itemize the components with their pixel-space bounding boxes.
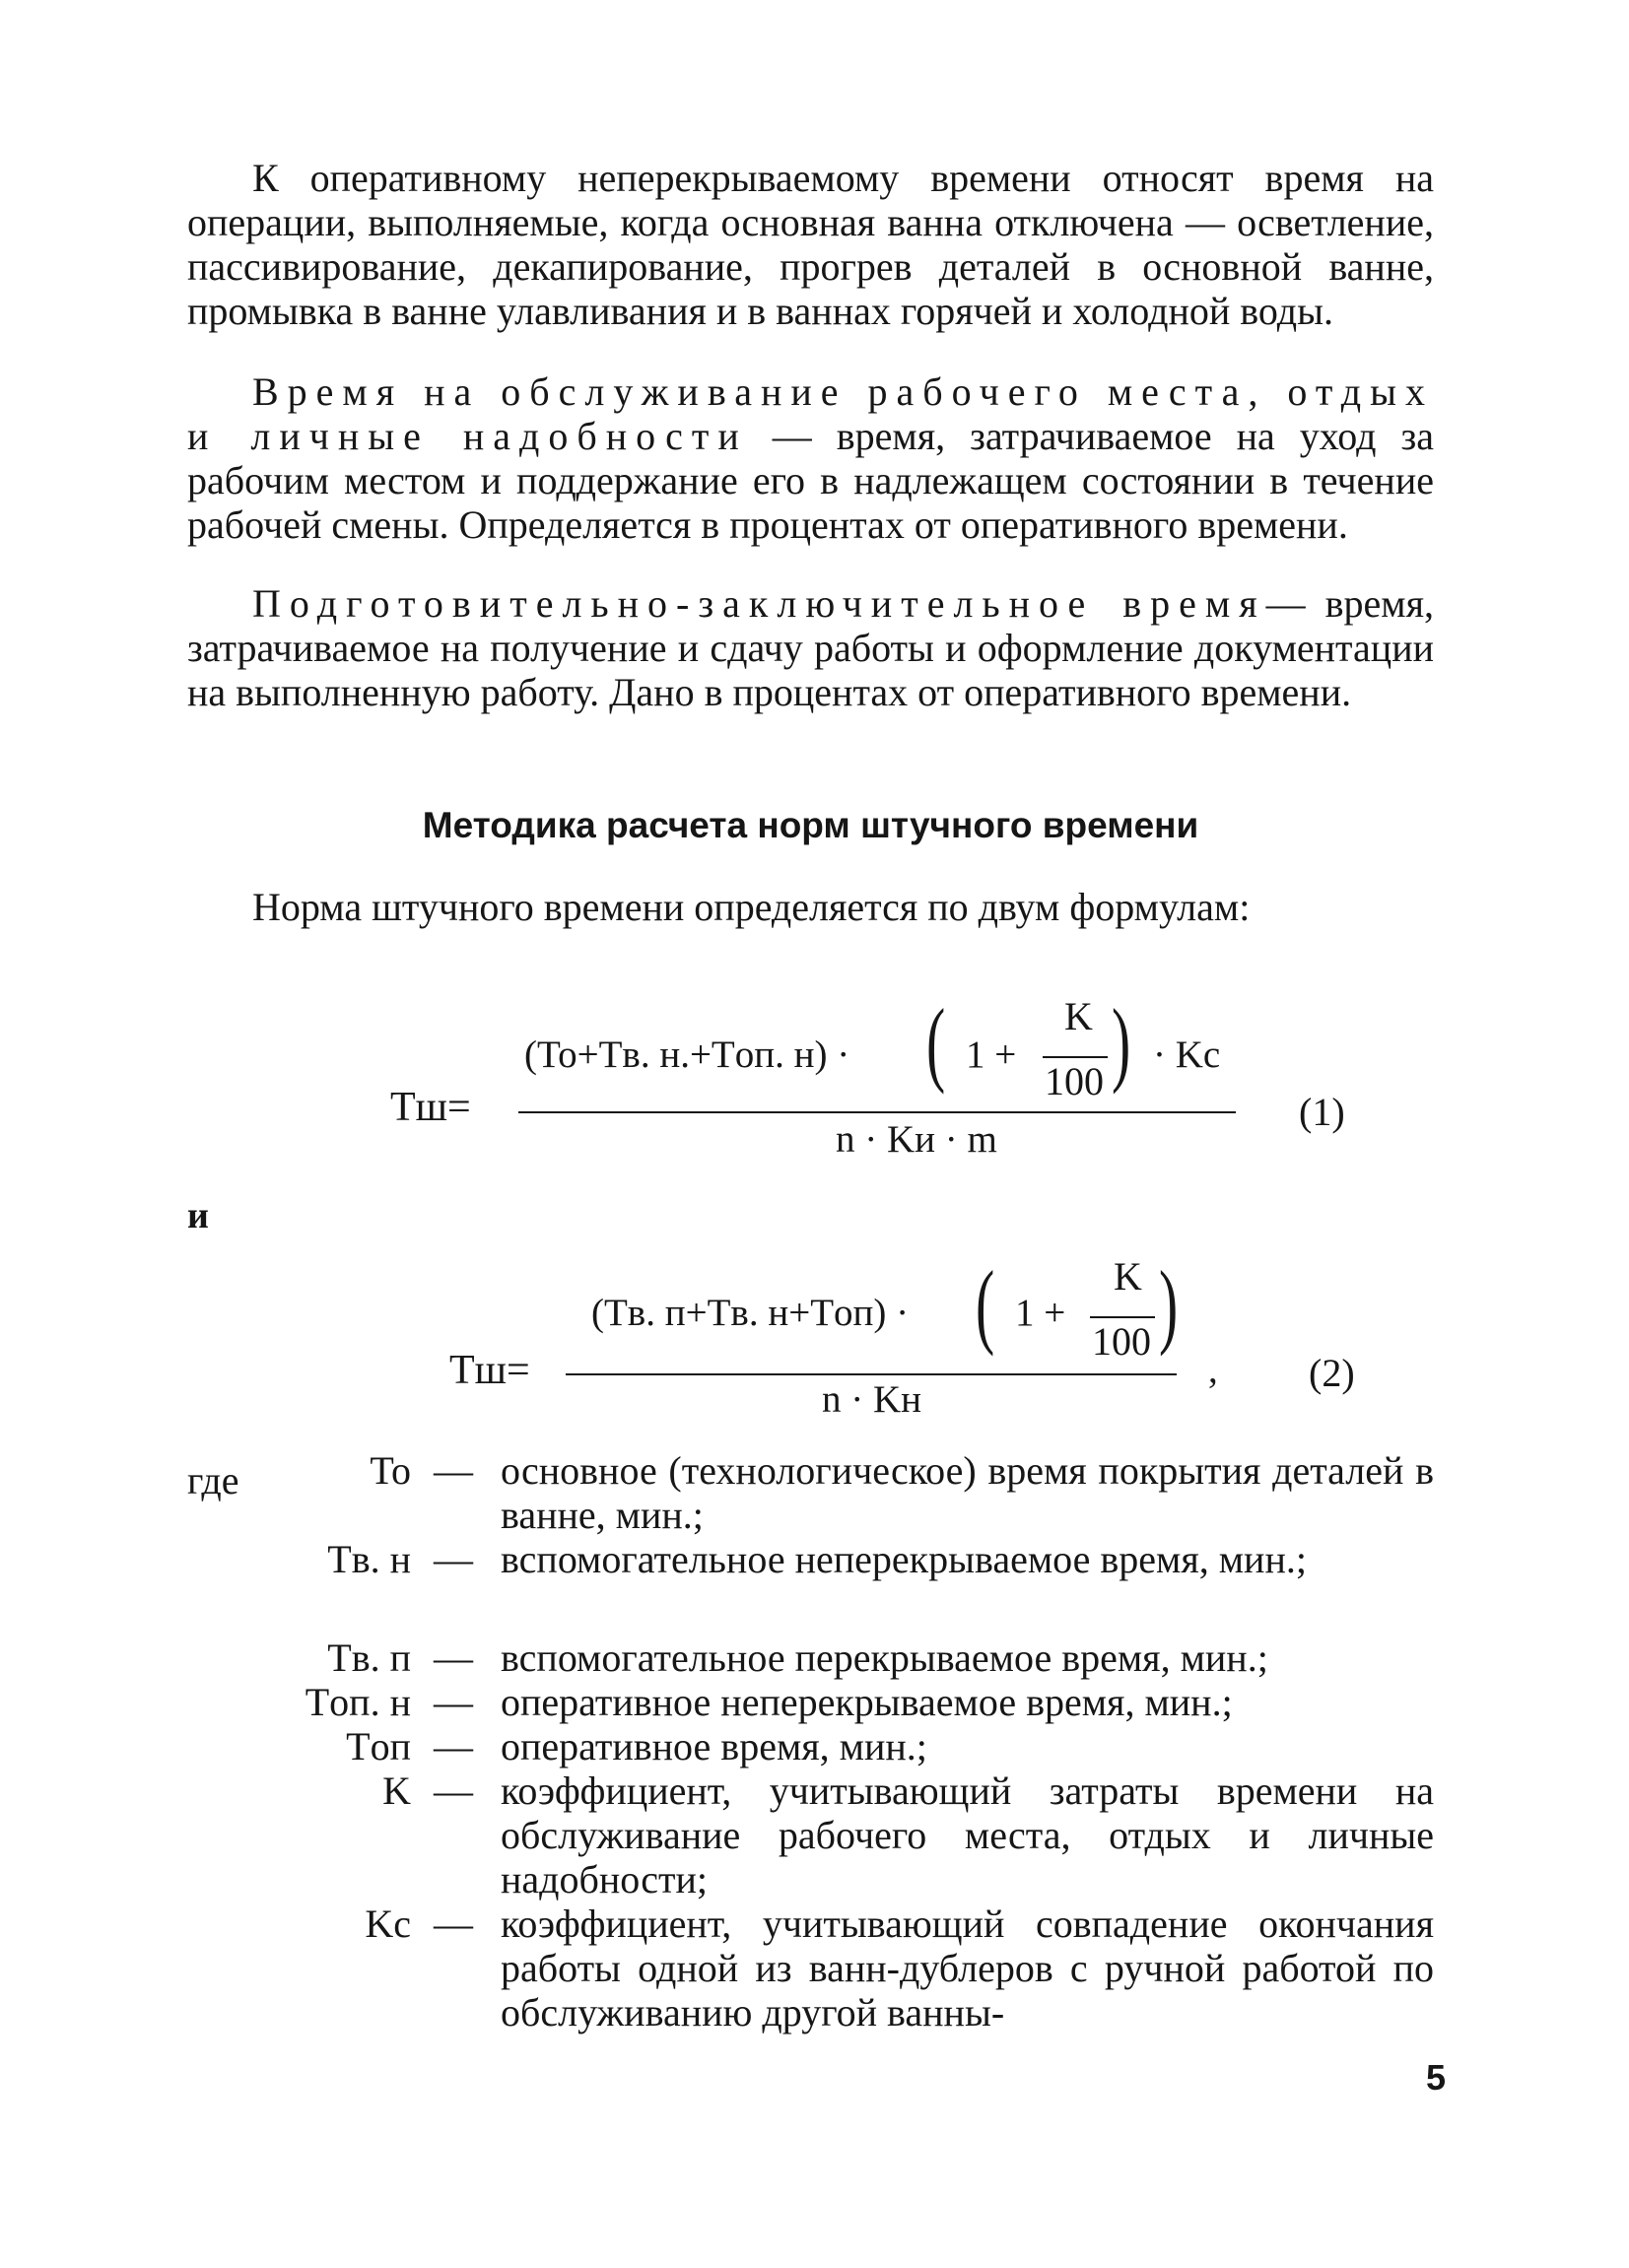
- formula-2-right-paren: ): [1159, 1251, 1179, 1357]
- formula-1-denominator: n · Kи · m: [836, 1118, 997, 1161]
- formula-2-one-plus: 1 +: [1015, 1292, 1066, 1334]
- definition-text: коэффициент, учитывающий затраты времени на обслуживание рабочего места, отдых и личные надобности;: [501, 1768, 1434, 1901]
- formula-1-left-paren: (: [926, 989, 946, 1095]
- paragraph-1: К оперативному неперекрываемому времени относят время на операции, выполняемые, когда основная ванна отключена — осветление, пассивирование, декапирование, прогрев деталей в основной ванне, промывка в ванне улавливания и в ваннах горячей и холодной воды.: [187, 156, 1434, 333]
- formula-2-left-paren: (: [976, 1251, 995, 1357]
- definition-text: оперативное время, мин.;: [501, 1724, 927, 1768]
- definition-symbol: Tв. н: [327, 1537, 411, 1581]
- definition-text: основное (технологическое) время покрытия деталей в ванне, мин.;: [501, 1448, 1434, 1537]
- formula-1-right-paren: ): [1112, 989, 1131, 1095]
- formula-1-numerator: (To+Tв. н.+Tоп. н) ·: [524, 1034, 850, 1076]
- spaced-term: Время на обслуживание рабочего места, отдых и личные надобности: [187, 369, 1434, 458]
- conjunction-and: и: [187, 1195, 209, 1236]
- paragraph-2-text: — время, затрачиваемое на уход за рабочим местом и поддержание его в надлежащем состоянии в течение рабочей смены. Определяется в процентах от оперативного времени.: [187, 414, 1434, 547]
- definition-dash: —: [434, 1448, 473, 1493]
- section-heading: Методика расчета норм штучного времени: [422, 805, 1199, 845]
- definition-text: оперативное неперекрываемое время, мин.;: [501, 1680, 1233, 1724]
- formula-2-numerator: (Tв. п+Tв. н+Tоп) ·: [591, 1292, 910, 1334]
- definition-dash: —: [434, 1901, 473, 1946]
- definition-symbol: Kc: [365, 1901, 411, 1946]
- definition-dash: —: [434, 1680, 473, 1724]
- definition-text: коэффициент, учитывающий совпадение окончания работы одной из ванн-дублеров с ручной работой по обслуживанию другой ванны-: [501, 1901, 1434, 2035]
- formula-2-comma: ,: [1208, 1349, 1218, 1391]
- formula-2-number: (2): [1309, 1351, 1355, 1395]
- definition-dash: —: [434, 1635, 473, 1680]
- formula-1-frac-den: 100: [1045, 1059, 1104, 1103]
- spaced-term: Подготовительно-заключительное время: [252, 581, 1266, 626]
- page-number: 5: [1425, 2057, 1446, 2098]
- definition-symbol: Tоп: [346, 1724, 411, 1768]
- formula-1-number: (1): [1299, 1090, 1345, 1134]
- formula-2-lhs: Tш=: [449, 1348, 530, 1393]
- paragraph-4: Норма штучного времени определяется по двум формулам:: [252, 885, 1251, 929]
- formula-1-frac-num: K: [1064, 994, 1093, 1038]
- paragraph-2: [187, 369, 1434, 547]
- formula-1-main-bar: [518, 1111, 1236, 1113]
- formula-1-one-plus: 1 +: [966, 1034, 1017, 1076]
- formula-2-main-bar: [566, 1373, 1177, 1375]
- paragraph-3: [187, 581, 1434, 714]
- definition-text: вспомогательное перекрываемое время, мин.;: [501, 1635, 1268, 1680]
- formula-2-frac-num: K: [1114, 1254, 1142, 1299]
- definition-symbol: Tв. п: [327, 1635, 411, 1680]
- formula-2-denominator: n · Kн: [822, 1378, 922, 1421]
- formula-1-kc: · Kc: [1153, 1034, 1221, 1076]
- definition-symbol: To: [370, 1448, 411, 1493]
- formula-2-frac-den: 100: [1092, 1319, 1151, 1364]
- definition-dash: —: [434, 1724, 473, 1768]
- definition-dash: —: [434, 1537, 473, 1581]
- where-label: где: [187, 1458, 239, 1502]
- formula-1-lhs: Tш=: [390, 1085, 471, 1130]
- definition-dash: —: [434, 1768, 473, 1813]
- paragraph-3-text: — время, затрачиваемое на получение и сдачу работы и оформление документации на выполненную работу. Дано в процентах от оперативного времени.: [187, 581, 1434, 714]
- definition-symbol: K: [382, 1768, 411, 1813]
- definition-text: вспомогательное неперекрываемое время, мин.;: [501, 1537, 1307, 1581]
- definition-symbol: Tоп. н: [305, 1680, 411, 1724]
